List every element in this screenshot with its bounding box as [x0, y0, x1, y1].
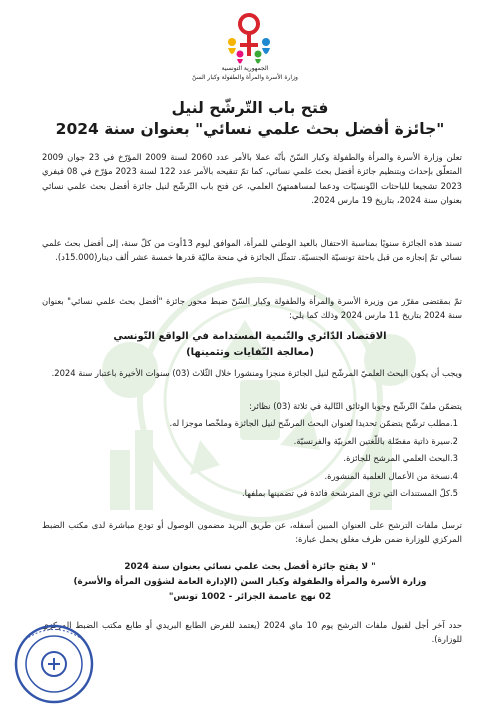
address-recipient: وزارة الأسرة والمرأة والطفولة وكبار السن (الإدارة العامة لشؤون المرأة والأسرة)	[73, 577, 427, 587]
page-title-line1: فتح باب التّرشّح لنيل	[171, 99, 329, 117]
republic-name: الجمهورية التونسية	[221, 65, 269, 72]
topic-heading: الاقتصاد الدّائري والتّنمية المستدامة في الواقع التّونسي	[113, 331, 387, 342]
documents-intro-paragraph: يتضمّن ملفّ التّرشّح وجوبا الوثائق التّالية في ثلاثة (03) نظائر:	[249, 401, 462, 411]
topic-subheading: (معالجة النّفايات وتثمينها)	[186, 347, 314, 358]
ministry-logo-icon	[218, 12, 280, 68]
submission-paragraph: ترسل ملفات الترشح على العنوان المبين أسفله، عن طريق البريد مضمون الوصول أو تودع مباشرة لدى مكتب الضبط المركزي للوزارة ضمن ظرف مغلق يحمل عبارة:	[42, 520, 462, 545]
ministry-header	[180, 64, 310, 82]
ministry-name: وزارة الأسرة والمرأة والطفولة وكبار السنّ	[192, 74, 298, 81]
official-stamp-icon	[12, 622, 96, 706]
list-item: 2.سيرة ذاتية مفصّلة باللّغتين العربيّة والفرنسيّة.	[293, 435, 458, 446]
page-title-line2: "جائزة أفضل بحث علمي نسائي" بعنوان سنة 2024	[55, 120, 445, 138]
documents-list	[48, 415, 458, 503]
list-item: 3.البحث العلمي المرشح للجائزة.	[343, 453, 458, 464]
address-street: 02 نهج عاصمة الجزائر - 1002 تونس"	[168, 592, 332, 602]
list-item: 5.كلّ المستندات التي ترى المترشحة فائدة في تضمينها بملفها.	[242, 488, 458, 499]
eligibility-paragraph: ويجب أن يكون البحث العلميّ المرشّح لنيل الجائزة منجزا ومنشورا خلال الثّلاث (03) سنوات الأخيرة باعتبار سنة 2024.	[51, 368, 462, 378]
intro-paragraph: تعلن وزارة الأسرة والمرأة والطفولة وكبار السّنّ بأنّه عملا بالأمر عدد 2060 لسنة 2009 المؤرّخ في 23 جوان 2009 المتعلّق بإحداث وبتنظيم جائزة أفضل بحث علمي نسائي، كما تمّ تنقيحه بالأمر عدد 122 لسنة 2023 مؤرّخ في 08 فيفري 2023 تشجيعا للباحثات التّونسيّات ودعما لمساهمتهنّ العلمي، عن فتح باب التّرشّح لنيل جائزة أفضل بحث علمي نسائي بعنوان سنة 2024، بتاريخ 19 مارس 2024.	[42, 152, 463, 205]
envelope-label: " لا يفتح جائزة أفضل بحث علمي نسائي بعنوان سنة 2024	[124, 562, 376, 572]
topic-intro-paragraph: تمّ بمقتضى مقرّر من وزيرة الأسرة والمرأة والطفولة وكبار السّنّ ضبط محور جائزة "أفضل بحث علمي نسائي" بعنوان سنة 2024 بتاريخ 11 مارس 2024 وذلك كما يلي:	[42, 296, 462, 321]
deadline-paragraph: حدد آخر أجل لقبول ملفات الترشح يوم 10 ماي 2024 (يعتمد للفرض الطابع البريدي أو طابع مكتب الضبط المركزي للوزارة).	[42, 620, 462, 645]
list-item: 4.نسخة من الأعمال العلمية المنشورة.	[324, 470, 458, 481]
list-item: 1.مطلب ترشّح يتضمّن تحديدا لعنوان البحث المرشّح لنيل الجائزة وملخّصا موجزا له.	[169, 418, 458, 428]
prize-paragraph: تسند هذه الجائزة سنويًا بمناسبة الاحتفال بالعيد الوطني للمرأة، الموافق ليوم 13أوت من كلّ سنة، إلى أفضل بحث علمي نسائي تمّ إنجازه من قبل باحثة تونسيّة الجنسيّة. تتمثّل الجائزة في منحة ماليّة قدرها خمسة عشر ألف دينار(15.000د).	[42, 238, 462, 263]
